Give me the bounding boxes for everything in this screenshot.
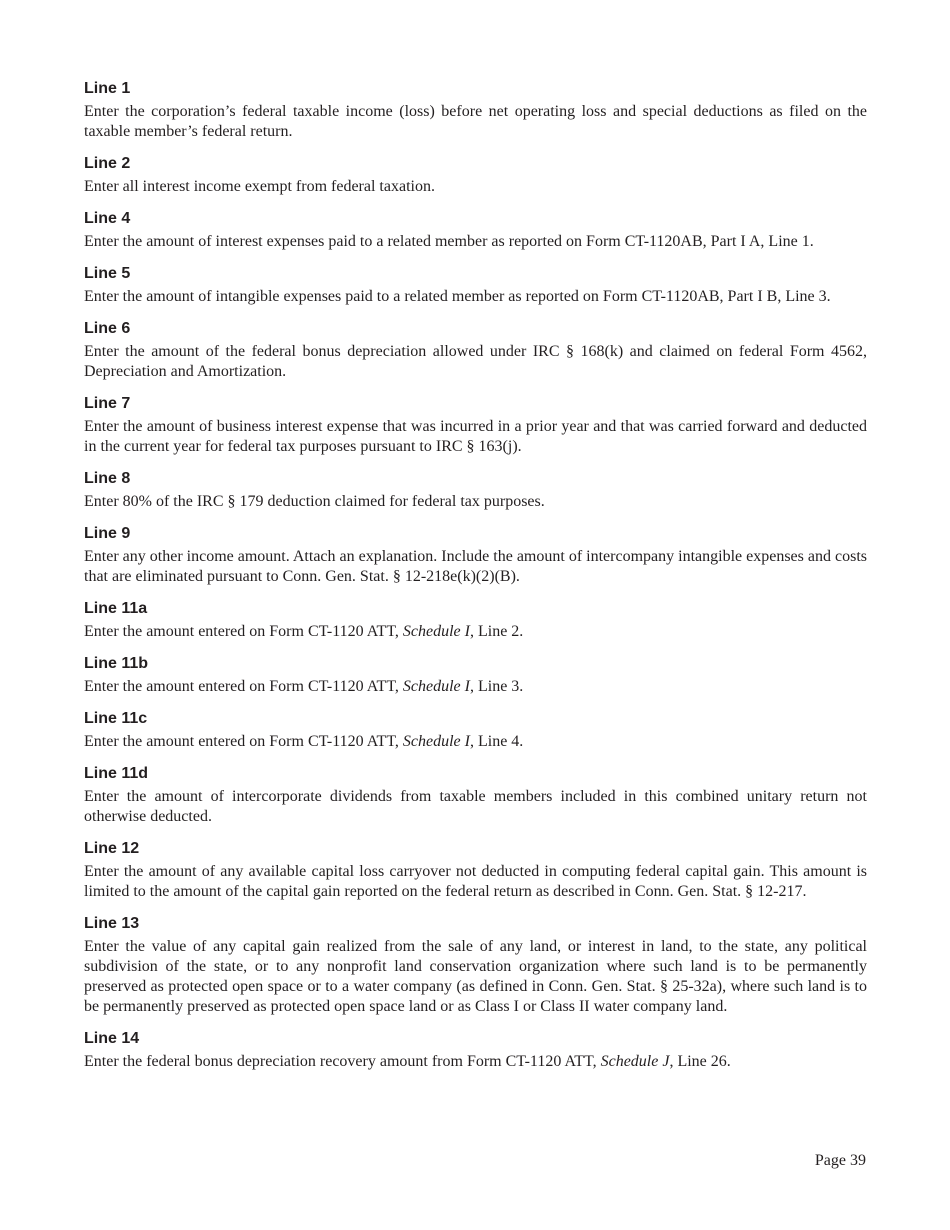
line-heading: Line 4 [84, 210, 131, 227]
line-section [84, 914, 867, 1017]
line-instruction [84, 287, 867, 307]
instruction-text: Enter all interest income exempt from federal taxation. [84, 178, 435, 195]
line-section [84, 1029, 867, 1072]
line-heading: Line 12 [84, 840, 140, 857]
instruction-text: Enter the corporation’s federal taxable income (loss) before net operating loss and special deductions as filed on the taxable member’s federal return. [84, 103, 867, 140]
line-instruction [84, 677, 867, 697]
instruction-text: Enter the amount of business interest expense that was incurred in a prior year and that was carried forward and deducted in the current year for federal tax purposes pursuant to IRC § 163(j). [84, 418, 867, 455]
schedule-reference: Schedule J [600, 1053, 670, 1070]
instruction-text: Enter the federal bonus depreciation recovery amount from Form CT-1120 ATT, [84, 1053, 601, 1070]
line-heading: Line 11c [84, 710, 148, 727]
line-instruction [84, 232, 867, 252]
line-heading: Line 14 [84, 1030, 140, 1047]
instruction-text: Enter any other income amount. Attach an explanation. Include the amount of intercompany intangible expenses and costs that are eliminated pursuant to Conn. Gen. Stat. § 12-218e(k)(2)(B). [84, 548, 867, 585]
line-section [84, 599, 867, 642]
line-section [84, 709, 867, 752]
line-section [84, 764, 867, 827]
instructions-content [84, 79, 867, 1084]
schedule-reference: Schedule I [402, 733, 470, 750]
line-instruction [84, 417, 867, 457]
line-section [84, 209, 867, 252]
line-heading: Line 1 [84, 80, 131, 97]
instruction-text: , Line 3. [469, 678, 524, 695]
line-section [84, 394, 867, 457]
line-heading: Line 7 [84, 395, 131, 412]
instruction-text: Enter the amount of intangible expenses paid to a related member as reported on Form CT-1120AB, Part I B, Line 3. [84, 288, 831, 305]
instruction-text: Enter the amount entered on Form CT-1120 ATT, [84, 623, 403, 640]
line-instruction [84, 492, 867, 512]
instruction-text: , Line 4. [469, 733, 524, 750]
line-instruction [84, 862, 867, 902]
line-section [84, 264, 867, 307]
line-section [84, 839, 867, 902]
line-instruction [84, 787, 867, 827]
line-heading: Line 11d [84, 765, 149, 782]
line-heading: Line 5 [84, 265, 131, 282]
line-instruction [84, 937, 867, 1017]
line-instruction [84, 102, 867, 142]
instruction-text: Enter 80% of the IRC § 179 deduction claimed for federal tax purposes. [84, 493, 545, 510]
line-heading: Line 9 [84, 525, 131, 542]
schedule-reference: Schedule I [402, 623, 470, 640]
line-section [84, 79, 867, 142]
line-heading: Line 11b [84, 655, 149, 672]
line-section [84, 469, 867, 512]
schedule-reference: Schedule I [402, 678, 470, 695]
line-instruction [84, 342, 867, 382]
line-instruction [84, 547, 867, 587]
instruction-text: Enter the amount of the federal bonus depreciation allowed under IRC § 168(k) and claimed on federal Form 4562, Depreciation and Amortization. [84, 343, 867, 380]
instruction-text: Enter the amount entered on Form CT-1120 ATT, [84, 678, 403, 695]
instruction-text: Enter the amount of interest expenses paid to a related member as reported on Form CT-1120AB, Part I A, Line 1. [84, 233, 814, 250]
line-heading: Line 8 [84, 470, 131, 487]
line-heading: Line 2 [84, 155, 131, 172]
instruction-text: Enter the amount of any available capital loss carryover not deducted in computing federal capital gain. This amount is limited to the amount of the capital gain reported on the federal return as described in Conn. Gen. Stat. § 12-217. [84, 863, 867, 900]
instruction-text: Enter the amount of intercorporate dividends from taxable members included in this combined unitary return not otherwise deducted. [84, 788, 867, 825]
line-instruction [84, 622, 867, 642]
instruction-text: Enter the value of any capital gain realized from the sale of any land, or interest in land, to the state, any political subdivision of the state, or to any nonprofit land conservation organization where such land is to be permanently preserved as protected open space or to a water company (as defined in Conn. Gen. Stat. § 25-32a), where such land is to be permanently preserved as protected open space land or as Class I or Class II water company land. [84, 938, 867, 1015]
instruction-text: , Line 2. [469, 623, 524, 640]
line-instruction [84, 732, 867, 752]
line-instruction [84, 1052, 867, 1072]
line-section [84, 524, 867, 587]
line-section [84, 319, 867, 382]
instruction-text: , Line 26. [669, 1053, 731, 1070]
line-section [84, 654, 867, 697]
line-heading: Line 13 [84, 915, 140, 932]
line-heading: Line 6 [84, 320, 131, 337]
instruction-text: Enter the amount entered on Form CT-1120 ATT, [84, 733, 403, 750]
line-section [84, 154, 867, 197]
line-instruction [84, 177, 867, 197]
line-heading: Line 11a [84, 600, 148, 617]
page-number: Page 39 [814, 1152, 866, 1169]
